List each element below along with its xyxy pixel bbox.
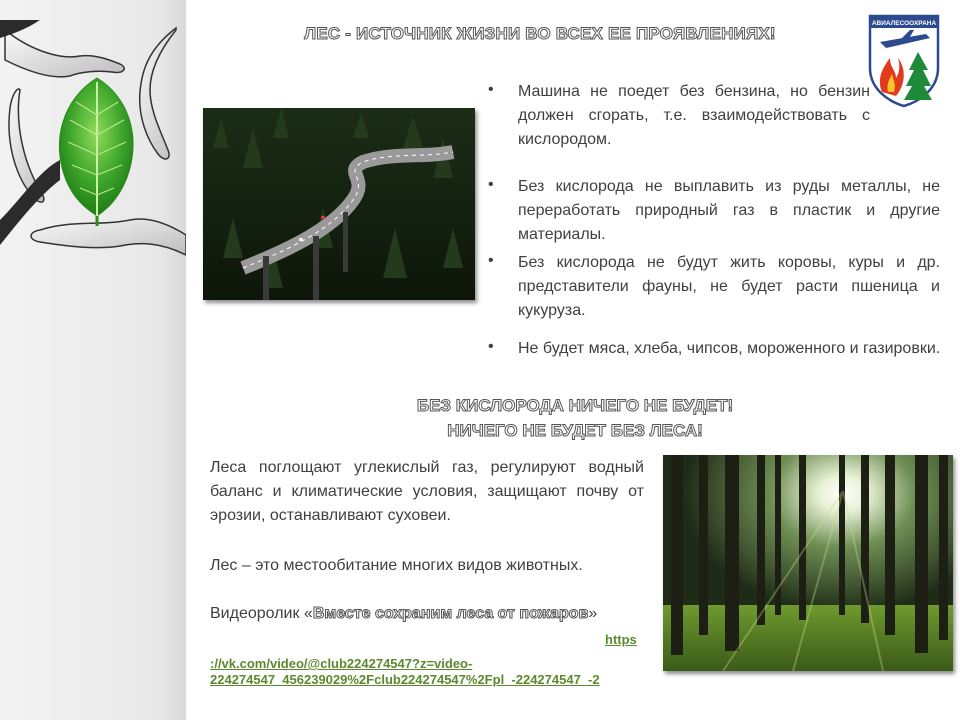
bullet-dot: • <box>488 252 494 269</box>
video-link-start[interactable]: https <box>605 632 637 647</box>
bottom-hand <box>31 219 186 255</box>
video-suffix: » <box>588 605 598 622</box>
sunlit-forest-photo <box>663 455 953 671</box>
page-title: ЛЕС - ИСТОЧНИК ЖИЗНИ ВО ВСЕХ ЕЕ ПРОЯВЛЕНИЯХ! <box>304 24 776 43</box>
bullet-text: Без кислорода не будут жить коровы, куры и др. представители фауны, не будет расти пшеница и кукуруза. <box>518 254 940 319</box>
callout-line-2: НИЧЕГО НЕ БУДЕТ БЕЗ ЛЕСА! <box>447 421 703 440</box>
habitat-paragraph: Лес – это местообитание многих видов животных. <box>210 557 583 574</box>
bullet-food <box>488 337 950 361</box>
left-sidebar <box>0 0 186 720</box>
leaf-hands-illustration <box>0 20 186 260</box>
bullet-text: Без кислорода не выплавить из руды металлы, не переработать природный газ в пластик и другие материалы. <box>518 178 940 243</box>
bullet-fauna <box>488 251 940 323</box>
video-title: Вместе сохраним леса от пожаров <box>312 605 589 622</box>
forest-functions-paragraph: Леса поглощают углекислый газ, регулируют водный баланс и климатические условия, защищают почву от эрозии, останавливают суховеи. <box>210 459 644 524</box>
video-paragraph <box>210 602 644 626</box>
bullet-car-fuel <box>488 80 870 152</box>
avialesookhrana-logo <box>866 12 942 108</box>
bullet-dot: • <box>488 176 494 193</box>
right-hand <box>140 28 176 159</box>
bullet-metals <box>488 175 940 247</box>
bullet-text: Не будет мяса, хлеба, чипсов, мороженного и газировки. <box>518 340 941 357</box>
video-link[interactable]: ://vk.com/video/@club224274547?z=video-224274547_456239029%2Fclub224274547%2Fpl_-224274547_-2 <box>210 656 600 687</box>
bullet-text: Машина не поедет без бензина, но бензин должен сгорать, т.е. взаимодействовать с кислородом. <box>518 83 870 148</box>
mountain-road-photo <box>203 108 475 300</box>
video-link-wrap <box>210 656 644 688</box>
top-left-hand <box>5 30 124 77</box>
top-left-arm <box>0 20 40 38</box>
logo-text: АВИАЛЕСООХРАНА <box>871 20 937 27</box>
callout-line-1: БЕЗ КИСЛОРОДА НИЧЕГО НЕ БУДЕТ! <box>416 396 734 415</box>
bullet-dot: • <box>488 338 494 355</box>
video-prefix: Видеоролик « <box>210 605 313 622</box>
bullet-dot: • <box>488 81 494 98</box>
